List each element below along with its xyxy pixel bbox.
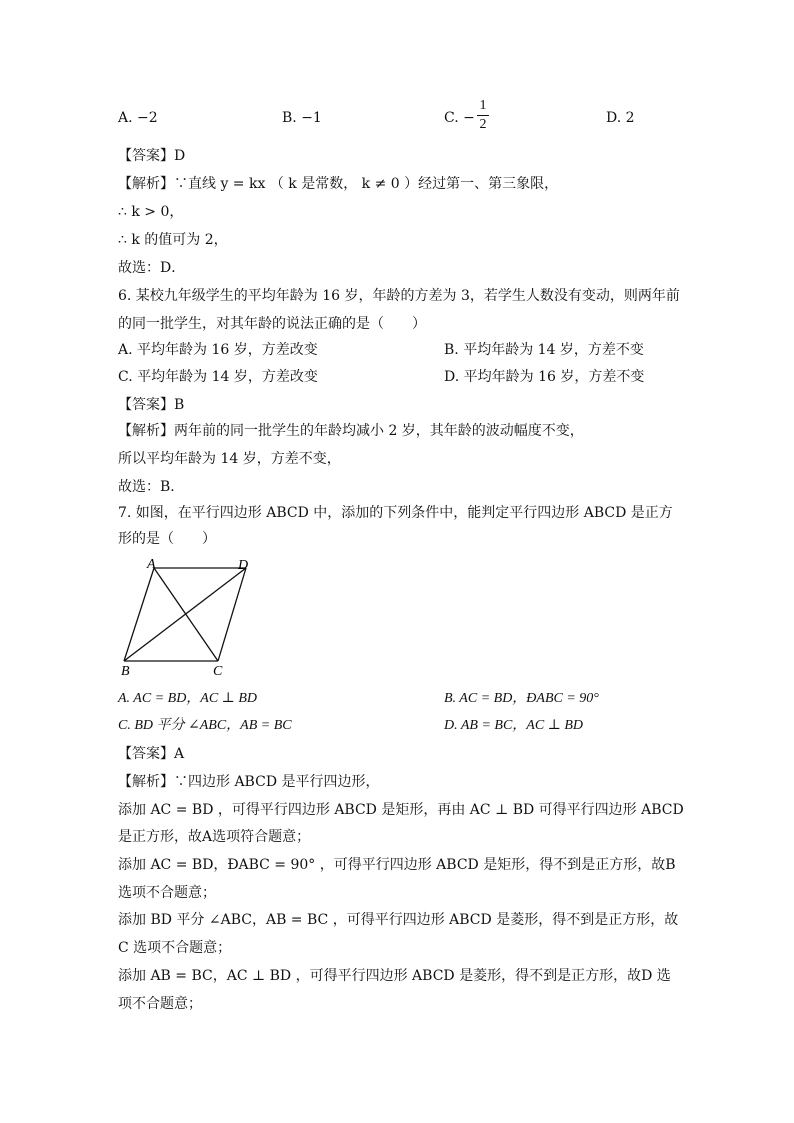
fraction-bar [477, 115, 489, 116]
q7-analysis-line: 添加 AC = BD ，可得平行四边形 ABCD 是矩形，再由 AC ⊥ BD 可得平行四边形 ABCD [118, 802, 684, 818]
q5-analysis-line: 故选：D． [118, 260, 186, 276]
q7-analysis-line: 【解析】∵四边形 ABCD 是平行四边形， [118, 774, 380, 790]
q6-option-a: A. 平均年龄为 16 岁，方差改变 [118, 342, 318, 358]
vertex-label-b: B [121, 664, 130, 679]
q5-analysis-line: ∴ k 的值可为 2， [118, 232, 228, 248]
q7-option-a: A. AC = BD，AC ⊥ BD [118, 691, 258, 706]
q6-analysis-line: 故选：B． [118, 479, 185, 495]
q7-analysis-line: 添加 AC = BD，ÐABC = 90° ，可得平行四边形 ABCD 是矩形，得不到是正方形，故B [118, 857, 676, 873]
q5-option-a: A. −2 [118, 110, 158, 126]
parallelogram-figure [112, 556, 262, 680]
q5-option-d: D. 2 [606, 110, 635, 126]
q7-option-b: B. AC = BD，ÐABC = 90° [444, 691, 599, 706]
q5-analysis-line: 【解析】∵直线 y = kx （ k 是常数， k ≠ 0 ）经过第一、第三象限， [118, 176, 559, 192]
q7-analysis-line: 添加 AB = BC，AC ⊥ BD ，可得平行四边形 ABCD 是菱形，得不到是正方形，故D 选 [118, 968, 671, 984]
side-dc [218, 568, 246, 661]
vertex-label-d: D [238, 558, 249, 573]
q5-answer: 【答案】D [118, 148, 186, 164]
q5-option-c-fraction [477, 98, 489, 133]
diagonal-bd [124, 568, 246, 661]
q5-option-c: C. − [444, 110, 475, 126]
q7-analysis-line: C 选项不合题意； [118, 940, 232, 956]
q6-analysis-line: 所以平均年龄为 14 岁，方差不变， [118, 451, 341, 467]
q7-analysis-line: 添加 BD 平分 ∠ABC，AB = BC ，可得平行四边形 ABCD 是菱形，得不到是正方形，故 [118, 912, 679, 928]
q6-stem-line-1: 6. 某校九年级学生的平均年龄为 16 岁，年龄的方差为 3，若学生人数没有变动，则两年前 [118, 288, 680, 304]
q7-analysis-line: 是正方形，故A选项符合题意； [118, 829, 311, 845]
q5-analysis-line: ∴ k > 0， [118, 204, 184, 220]
q7-stem-line-2: 形的是（ ） [118, 531, 216, 547]
q6-option-b: B. 平均年龄为 14 岁，方差不变 [444, 342, 644, 358]
q7-analysis-line: 项不合题意； [118, 996, 202, 1012]
q6-stem-line-2: 的同一批学生，对其年龄的说法正确的是（ ） [118, 316, 426, 332]
vertex-label-a: A [147, 557, 156, 572]
q6-answer: 【答案】B [118, 397, 185, 413]
fraction-denominator: 2 [479, 117, 487, 132]
q7-answer: 【答案】A [118, 746, 185, 762]
q7-stem-line-1: 7. 如图，在平行四边形 ABCD 中，添加的下列条件中，能判定平行四边形 ABCD 是正方 [118, 505, 673, 521]
vertex-label-c: C [213, 664, 223, 679]
q6-option-d: D. 平均年龄为 16 岁，方差不变 [444, 369, 645, 385]
q7-analysis-line: 选项不合题意； [118, 885, 216, 901]
q7-option-c: C. BD 平分 ∠ABC，AB = BC [118, 718, 292, 733]
fraction-numerator: 1 [479, 98, 487, 113]
q6-option-c: C. 平均年龄为 14 岁，方差改变 [118, 369, 318, 385]
q7-option-d: D. AB = BC，AC ⊥ BD [444, 718, 584, 733]
q5-option-b: B. −1 [282, 110, 322, 126]
q6-analysis-line: 【解析】两年前的同一批学生的年龄均减小 2 岁，其年龄的波动幅度不变， [118, 423, 584, 439]
side-ba [124, 568, 154, 661]
